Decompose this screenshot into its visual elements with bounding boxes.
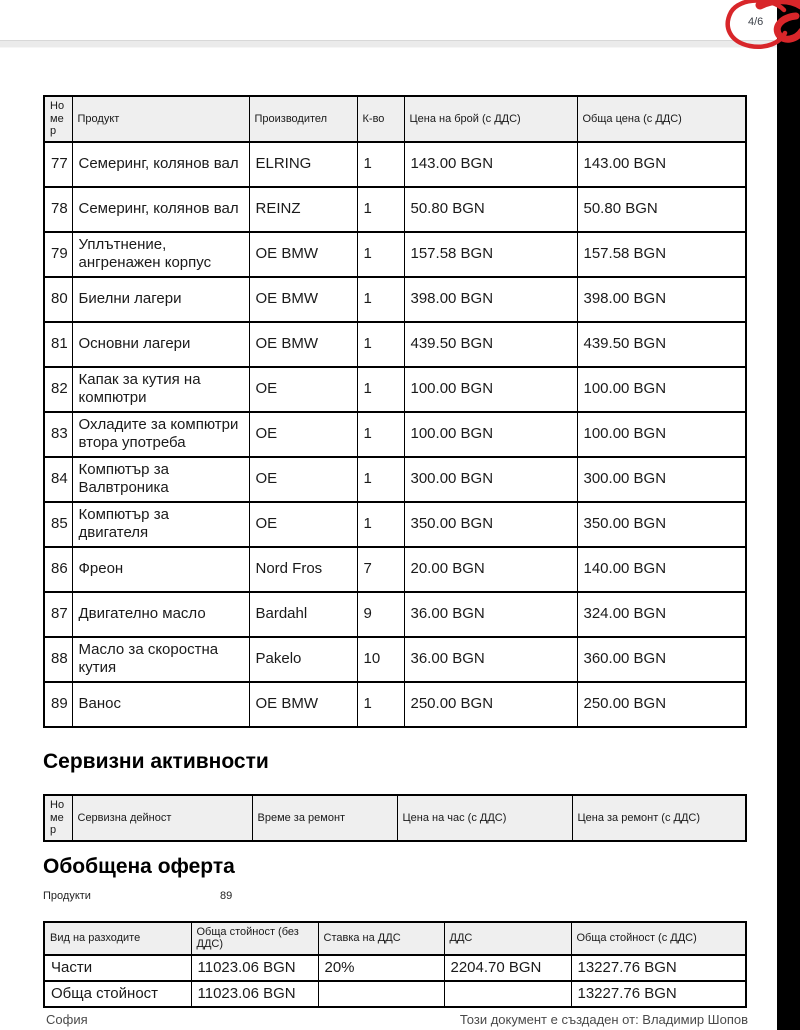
table-row	[44, 367, 746, 412]
table-cell: Nord Fros	[249, 547, 357, 592]
table-cell: Двигателно масло	[72, 592, 249, 637]
table-cell: 78	[44, 187, 72, 232]
table-cell: 1	[357, 682, 404, 727]
table-cell: 1	[357, 367, 404, 412]
table-cell: OE	[249, 367, 357, 412]
table-cell: 88	[44, 637, 72, 682]
table-cell: Охладите за компютри втора употреба	[72, 412, 249, 457]
table-cell: Обща стойност	[44, 981, 191, 1007]
table-cell: 250.00 BGN	[404, 682, 577, 727]
table-cell: 36.00 BGN	[404, 637, 577, 682]
col-header-number: Номер	[44, 795, 72, 841]
table-row	[44, 981, 746, 1007]
table-cell: 250.00 BGN	[577, 682, 746, 727]
col-header-price-per-hour: Цена на час (с ДДС)	[397, 795, 572, 841]
table-row	[44, 457, 746, 502]
table-cell: 20.00 BGN	[404, 547, 577, 592]
service-activities-table	[43, 794, 747, 842]
products-table-header-row	[44, 96, 746, 142]
col-header-unit-price: Цена на брой (с ДДС)	[404, 96, 577, 142]
table-cell: 398.00 BGN	[404, 277, 577, 322]
table-cell: 157.58 BGN	[577, 232, 746, 277]
table-cell: Биелни лагери	[72, 277, 249, 322]
col-header-vat: ДДС	[444, 922, 571, 955]
table-cell: Уплътнение, ангренажен корпус	[72, 232, 249, 277]
table-cell: 100.00 BGN	[404, 412, 577, 457]
col-header-total-price: Обща цена (с ДДС)	[577, 96, 746, 142]
footer-city: София	[46, 1012, 88, 1027]
table-cell: OE	[249, 502, 357, 547]
table-cell: 350.00 BGN	[404, 502, 577, 547]
table-row	[44, 547, 746, 592]
table-row	[44, 232, 746, 277]
table-cell: 13227.76 BGN	[571, 955, 746, 981]
products-count-line	[43, 890, 745, 902]
table-cell: 87	[44, 592, 72, 637]
right-black-strip	[777, 0, 800, 1030]
table-cell: Ванос	[72, 682, 249, 727]
table-cell: 77	[44, 142, 72, 187]
table-row	[44, 592, 746, 637]
table-cell: 1	[357, 277, 404, 322]
table-row	[44, 682, 746, 727]
table-row	[44, 187, 746, 232]
table-cell: 140.00 BGN	[577, 547, 746, 592]
table-cell: 300.00 BGN	[577, 457, 746, 502]
col-header-vat-rate: Ставка на ДДС	[318, 922, 444, 955]
table-cell: 80	[44, 277, 72, 322]
table-cell: 82	[44, 367, 72, 412]
table-cell: 20%	[318, 955, 444, 981]
table-row	[44, 412, 746, 457]
table-cell: 81	[44, 322, 72, 367]
table-cell: 36.00 BGN	[404, 592, 577, 637]
table-row	[44, 277, 746, 322]
table-cell: 157.58 BGN	[404, 232, 577, 277]
table-cell: 1	[357, 232, 404, 277]
table-cell: 1	[357, 187, 404, 232]
table-cell: 79	[44, 232, 72, 277]
page-indicator: 4/6	[748, 16, 764, 28]
products-table	[43, 95, 747, 728]
footer-creator: Този документ е създаден от: Владимир Шопов	[459, 1012, 748, 1027]
table-cell: OE BMW	[249, 232, 357, 277]
table-cell: 84	[44, 457, 72, 502]
table-row	[44, 502, 746, 547]
table-cell: 100.00 BGN	[577, 367, 746, 412]
table-cell: 360.00 BGN	[577, 637, 746, 682]
table-row	[44, 142, 746, 187]
table-row	[44, 637, 746, 682]
table-cell: 11023.06 BGN	[191, 955, 318, 981]
table-cell: OE BMW	[249, 322, 357, 367]
summary-table	[43, 921, 747, 1008]
table-cell: 324.00 BGN	[577, 592, 746, 637]
table-cell: 13227.76 BGN	[571, 981, 746, 1007]
table-row	[44, 955, 746, 981]
table-cell: 1	[357, 412, 404, 457]
summary-table-header-row	[44, 922, 746, 955]
table-cell: Компютър за двигателя	[72, 502, 249, 547]
products-count-label: Продукти	[43, 889, 91, 902]
col-header-manufacturer: Производител	[249, 96, 357, 142]
table-cell: 1	[357, 142, 404, 187]
table-cell: ELRING	[249, 142, 357, 187]
table-cell: 85	[44, 502, 72, 547]
col-header-cost-type: Вид на разходите	[44, 922, 191, 955]
table-cell: 7	[357, 547, 404, 592]
table-cell: 439.50 BGN	[404, 322, 577, 367]
table-cell: 100.00 BGN	[577, 412, 746, 457]
table-cell: 2204.70 BGN	[444, 955, 571, 981]
table-cell: OE BMW	[249, 682, 357, 727]
table-cell: Масло за скоростна кутия	[72, 637, 249, 682]
table-cell: 439.50 BGN	[577, 322, 746, 367]
table-cell: Капак за кутия на компютри	[72, 367, 249, 412]
table-cell: 1	[357, 322, 404, 367]
table-cell: 398.00 BGN	[577, 277, 746, 322]
table-cell: 11023.06 BGN	[191, 981, 318, 1007]
table-cell: 50.80 BGN	[577, 187, 746, 232]
table-cell: 1	[357, 502, 404, 547]
col-header-qty: К-во	[357, 96, 404, 142]
col-header-service-activity: Сервизна дейност	[72, 795, 252, 841]
table-cell: OE	[249, 457, 357, 502]
col-header-product: Продукт	[72, 96, 249, 142]
table-cell: Pakelo	[249, 637, 357, 682]
table-cell: Основни лагери	[72, 322, 249, 367]
table-cell: Компютър за Валвтроника	[72, 457, 249, 502]
document-page	[43, 95, 745, 1008]
table-cell: 300.00 BGN	[404, 457, 577, 502]
table-row	[44, 322, 746, 367]
table-cell: Bardahl	[249, 592, 357, 637]
col-header-repair-time: Време за ремонт	[252, 795, 397, 841]
service-table-header-row	[44, 795, 746, 841]
table-cell: 1	[357, 457, 404, 502]
table-cell: 143.00 BGN	[404, 142, 577, 187]
table-cell: 50.80 BGN	[404, 187, 577, 232]
col-header-total-without-vat: Обща стойност (без ДДС)	[191, 922, 318, 955]
products-count-value: 89	[220, 889, 233, 902]
table-cell: 83	[44, 412, 72, 457]
table-cell	[318, 981, 444, 1007]
col-header-number: Номер	[44, 96, 72, 142]
summary-section-title: Обобщена оферта	[43, 854, 235, 878]
table-cell	[444, 981, 571, 1007]
table-cell: OE	[249, 412, 357, 457]
table-cell: 143.00 BGN	[577, 142, 746, 187]
col-header-total-with-vat: Обща стойност (с ДДС)	[571, 922, 746, 955]
table-cell: Семеринг, колянов вал	[72, 142, 249, 187]
table-cell: 86	[44, 547, 72, 592]
window-divider-band	[0, 40, 800, 48]
table-cell: REINZ	[249, 187, 357, 232]
table-cell: Фреон	[72, 547, 249, 592]
table-cell: OE BMW	[249, 277, 357, 322]
table-cell: 9	[357, 592, 404, 637]
table-cell: Семеринг, колянов вал	[72, 187, 249, 232]
table-cell: Части	[44, 955, 191, 981]
table-cell: 10	[357, 637, 404, 682]
services-section-title: Сервизни активности	[43, 749, 269, 773]
col-header-repair-price: Цена за ремонт (с ДДС)	[572, 795, 746, 841]
table-cell: 100.00 BGN	[404, 367, 577, 412]
table-cell: 350.00 BGN	[577, 502, 746, 547]
table-cell: 89	[44, 682, 72, 727]
